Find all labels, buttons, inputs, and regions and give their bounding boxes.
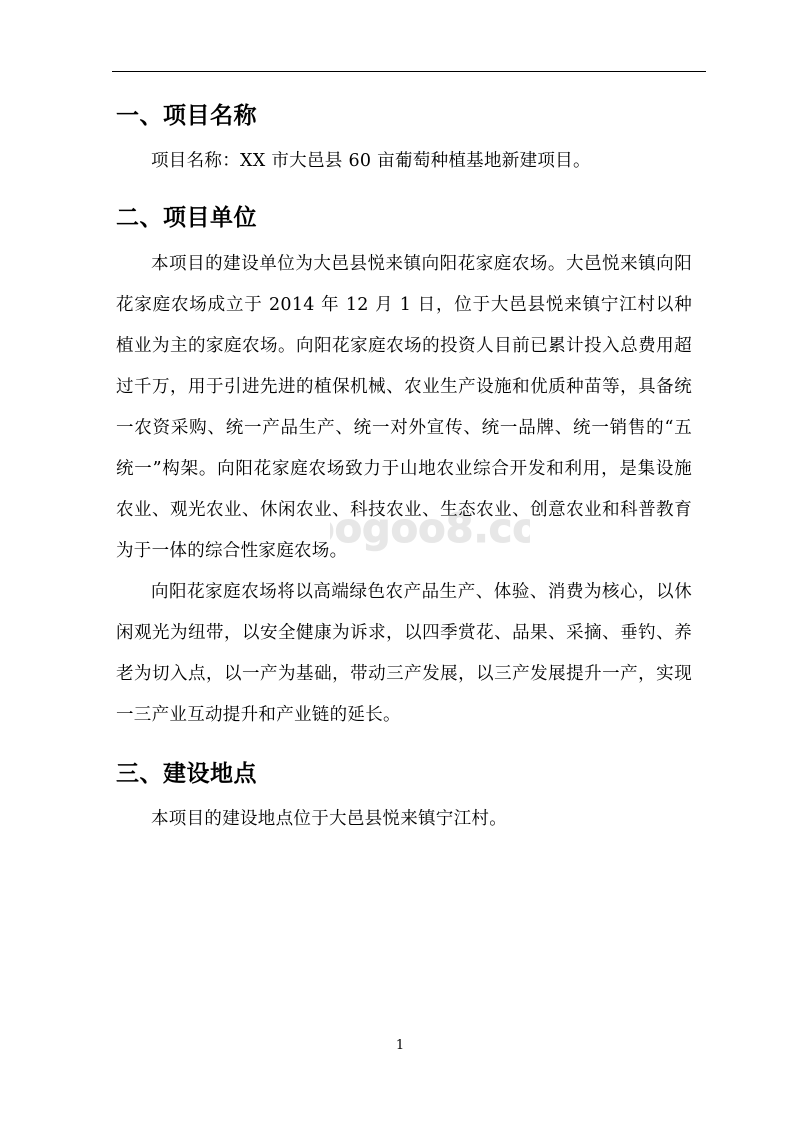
section-heading-project-unit: 二、项目单位 (116, 205, 257, 231)
paragraph-construction-site: 本项目的建设地点位于大邑县悦来镇宁江村。 (151, 809, 507, 829)
paragraph-project-unit-1: 本项目的建设单位为大邑县悦来镇向阳花家庭农场。大邑悦来镇向阳花家庭农场成立于 2014 年 12 月 1 日，位于大邑县悦来镇宁江村以种植业为主的家庭农场。向阳花家庭农场的投资人目前已累计投入总费用超过千万，用于引进先进的植保机械、农业生产设施和优质种苗等，具备统一农资采购、统一产品生产、统一对外宣传、统一品牌、统一销售的“五统一”构架。向阳花家庭农场致力于山地农业综合开发和利用，是集设施农业、观光农业、休闲农业、科技农业、生态农业、创意农业和科普教育为于一体的综合性家庭农场。 (116, 254, 692, 561)
page-number: 1 (395, 1038, 405, 1053)
paragraph-project-name: 项目名称：XX 市大邑县 60 亩葡萄种植基地新建项目。 (151, 151, 591, 171)
section-heading-construction-site: 三、建设地点 (116, 761, 257, 787)
document-body (116, 96, 692, 838)
section-heading-project-name: 一、项目名称 (116, 103, 257, 129)
paragraph-project-unit-2: 向阳花家庭农场将以高端绿色农产品生产、体验、消费为核心，以休闲观光为纽带，以安全健康为诉求，以四季赏花、品果、采摘、垂钓、养老为切入点，以一产为基础，带动三产发展，以三产发展提升一产，实现一三产业互动提升和产业链的延长。 (116, 582, 692, 725)
watermark-text: ogoo8.co (334, 506, 530, 552)
header-rule (112, 71, 706, 72)
